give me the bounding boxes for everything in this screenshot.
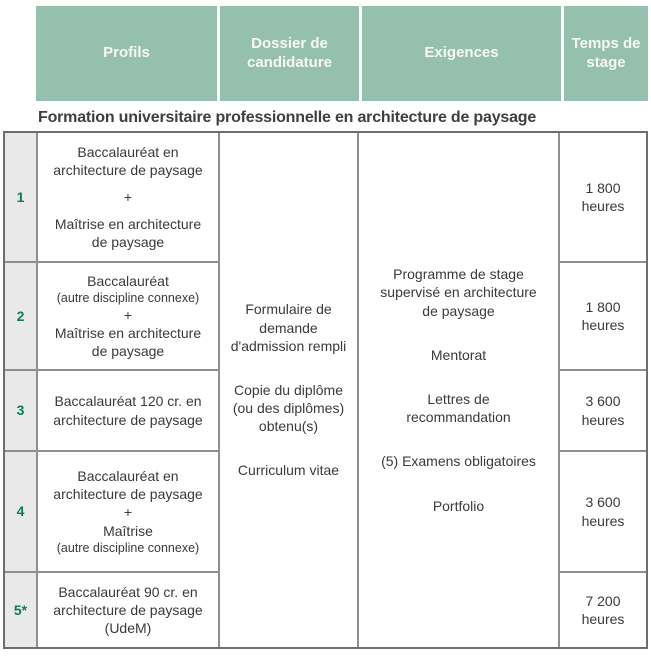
profile-text: Baccalauréat 90 cr. en architecture de paysage (UdeM) [53,583,203,637]
profile-cell [38,263,220,371]
hours-value: 7 200 [585,592,621,609]
hours-unit: heures [581,411,625,428]
hours-unit: heures [581,512,625,529]
profils-table [3,131,648,649]
profile-plus: + [123,188,133,205]
header-cell-profils [36,6,217,101]
profile-text: Baccalauréat en architecture de paysage [53,468,203,503]
header-label-profils: Profils [103,44,150,62]
hours-value: 1 800 [585,179,621,196]
profile-note: (autre discipline connexe) [56,540,200,555]
exigence-item: Programme de stage supervisé en architecture de paysage [380,266,537,319]
header-label-dossier: Dossier de candidature [246,34,333,71]
row-number: 1 [16,188,25,205]
dossier-item: Formulaire de demande d'admission rempli [230,301,347,354]
profile-note: (autre discipline connexe) [56,290,200,305]
header-label-exigences: Exigences [424,44,499,62]
hours-cell [560,573,646,647]
row-number-cell [5,452,38,573]
exigence-item: Lettres de recommandation [406,391,511,426]
row-number: 3 [16,402,25,419]
hours-value: 3 600 [585,393,621,410]
section-title: Formation universitaire professionnelle en architecture de paysage [38,109,537,126]
hours-cell [560,452,646,573]
row-number: 2 [16,307,25,324]
profile-cell [38,452,220,573]
hours-cell [560,263,646,371]
hours-value: 3 600 [585,494,621,511]
hours-cell [560,133,646,263]
profile-cell [38,573,220,647]
row-number-cell [5,573,38,647]
exigences-cell [359,133,560,647]
exigence-item: Mentorat [430,346,487,363]
profile-plus: + [123,306,133,323]
profile-cell [38,371,220,452]
hours-value: 1 800 [585,298,621,315]
row-number-cell [5,263,38,371]
hours-cell [560,371,646,452]
profile-text: Maîtrise [103,522,153,539]
profile-text: Baccalauréat en architecture de paysage [53,143,203,178]
row-number-cell [5,133,38,263]
dossier-cell [220,133,359,647]
row-number-cell [5,371,38,452]
hours-unit: heures [581,611,625,627]
dossier-item: Copie du diplôme (ou des diplômes) obtenu(s) [232,381,345,435]
row-number: 5* [13,601,28,618]
header-cell-exigences [362,6,561,101]
hours-unit: heures [581,198,625,214]
header-cell-dossier [220,6,359,101]
header-label-temps: Temps de stage [571,34,641,71]
row-number: 4 [16,503,25,520]
exigence-item: Portfolio [432,497,485,514]
exigence-item: (5) Examens obligatoires [381,453,536,470]
header-cell-temps [564,6,648,101]
hours-unit: heures [581,317,625,333]
profile-cell [38,133,220,263]
profile-plus: + [123,504,133,521]
table-header-row [36,6,648,101]
profile-text: Baccalauréat [87,272,169,289]
profile-text: Maîtrise en architecture de paysage [54,216,202,251]
dossier-item: Curriculum vitae [237,462,340,479]
profile-text: Maîtrise en architecture de paysage [54,325,202,360]
profile-text: Baccalauréat 120 cr. en architecture de paysage [53,393,203,428]
